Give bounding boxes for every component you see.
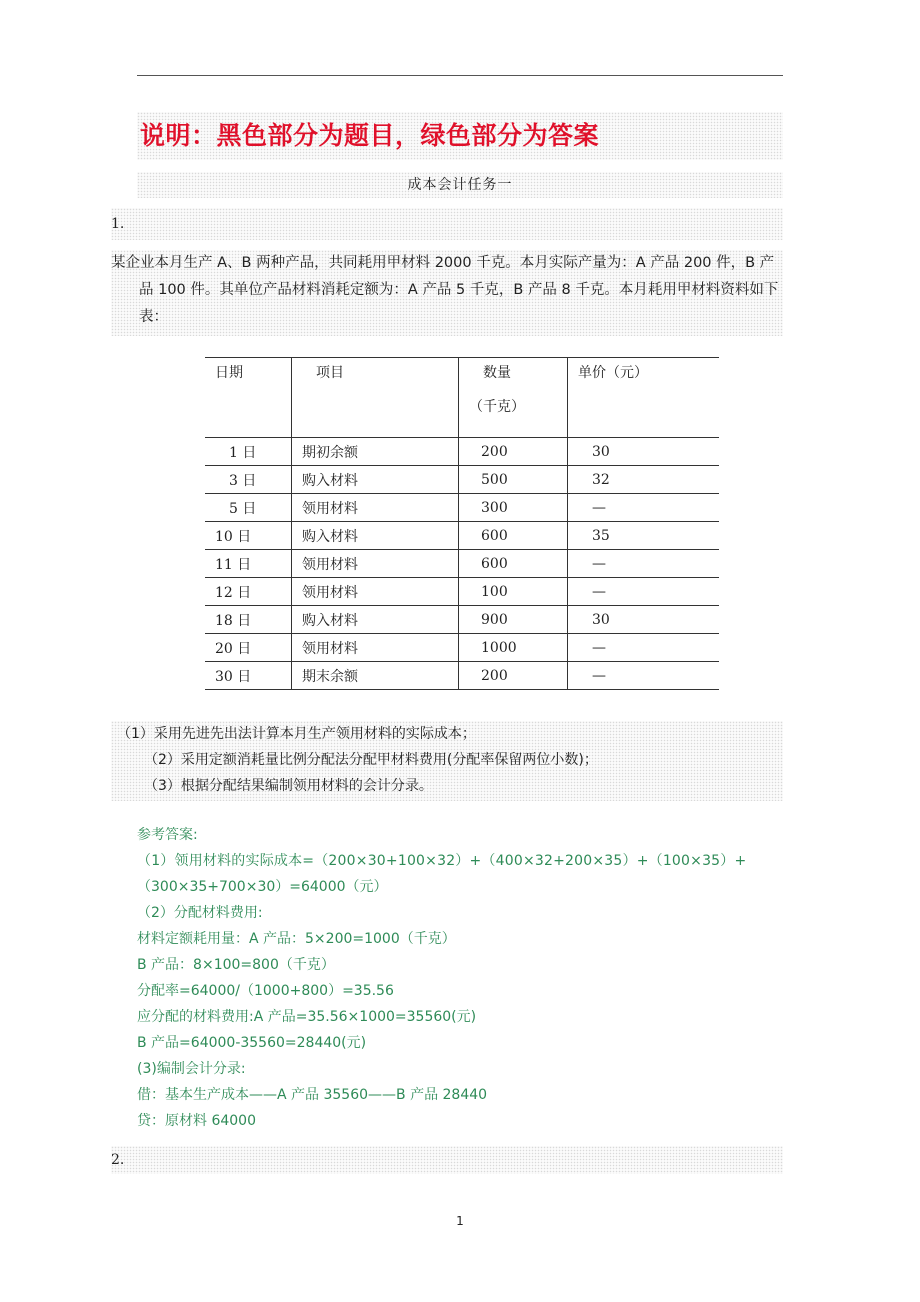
answer-line: （1）领用材料的实际成本=（200×30+100×32）+（400×32+200×35）+（100×35）+ bbox=[137, 853, 747, 869]
document-title: 成本会计任务一 bbox=[137, 172, 783, 198]
problem-statement: 某企业本月生产 A、B 两种产品，共同耗用甲材料 2000 千克。本月实际产量为：A 产品 200 件，B 产品 100 件。其单位产品材料消耗定额为：A 产品 5 千克，B 产品 8 千克。本月耗用甲材料资料如下表： bbox=[111, 250, 783, 336]
answer-line: 应分配的材料费用:A 产品=35.56×1000=35560(元) bbox=[137, 1009, 477, 1025]
table-row: 10 日 购入材料 600 35 bbox=[205, 522, 719, 550]
table-row: 5 日 领用材料 300 — bbox=[205, 494, 719, 522]
table-row: 30 日 期末余额 200 — bbox=[205, 662, 719, 690]
header-quantity: 数量 （千克） bbox=[459, 358, 568, 438]
task-item: （1）采用先进先出法计算本月生产领用材料的实际成本； bbox=[117, 726, 476, 742]
task-item: （2）采用定额消耗量比例分配法分配甲材料费用(分配率保留两位小数)； bbox=[144, 752, 598, 768]
answer-line: B 产品：8×100=800（千克） bbox=[137, 957, 335, 973]
header-unit-price: 单价（元） bbox=[568, 358, 720, 438]
header-item: 项目 bbox=[292, 358, 459, 438]
answer-line: 材料定额耗用量：A 产品：5×200=1000（千克） bbox=[137, 931, 456, 947]
answer-line: 借：基本生产成本——A 产品 35560——B 产品 28440 bbox=[137, 1087, 488, 1103]
table-row: 11 日 领用材料 600 — bbox=[205, 550, 719, 578]
page-number: 1 bbox=[456, 1214, 464, 1228]
answer-line: （2）分配材料费用: bbox=[137, 905, 263, 921]
answer-line: 分配率=64000/（1000+800）=35.56 bbox=[137, 983, 394, 999]
header-date: 日期 bbox=[205, 358, 292, 438]
table-row: 1 日 期初余额 200 30 bbox=[205, 438, 719, 466]
question-1-number: 1. bbox=[111, 208, 783, 240]
answer-line: (3)编制会计分录: bbox=[137, 1061, 246, 1077]
table-row: 18 日 购入材料 900 30 bbox=[205, 606, 719, 634]
answer-line: B 产品=64000-35560=28440(元) bbox=[137, 1035, 367, 1051]
answer-heading: 参考答案: bbox=[137, 827, 198, 843]
table-row: 3 日 购入材料 500 32 bbox=[205, 466, 719, 494]
table-row: 12 日 领用材料 100 — bbox=[205, 578, 719, 606]
answer-line: （300×35+700×30）=64000（元） bbox=[137, 879, 388, 895]
table-row: 20 日 领用材料 1000 — bbox=[205, 634, 719, 662]
task-list bbox=[111, 721, 783, 801]
task-item: （3）根据分配结果编制领用材料的会计分录。 bbox=[144, 778, 433, 794]
answer-line: 贷：原材料 64000 bbox=[137, 1113, 256, 1129]
material-table bbox=[205, 357, 719, 690]
question-2-number: 2. bbox=[111, 1146, 783, 1174]
header-rule bbox=[137, 75, 783, 76]
table-header-row bbox=[205, 358, 719, 438]
notice-banner: 说明：黑色部分为题目，绿色部分为答案 bbox=[137, 112, 783, 160]
answer-section bbox=[137, 822, 783, 1134]
